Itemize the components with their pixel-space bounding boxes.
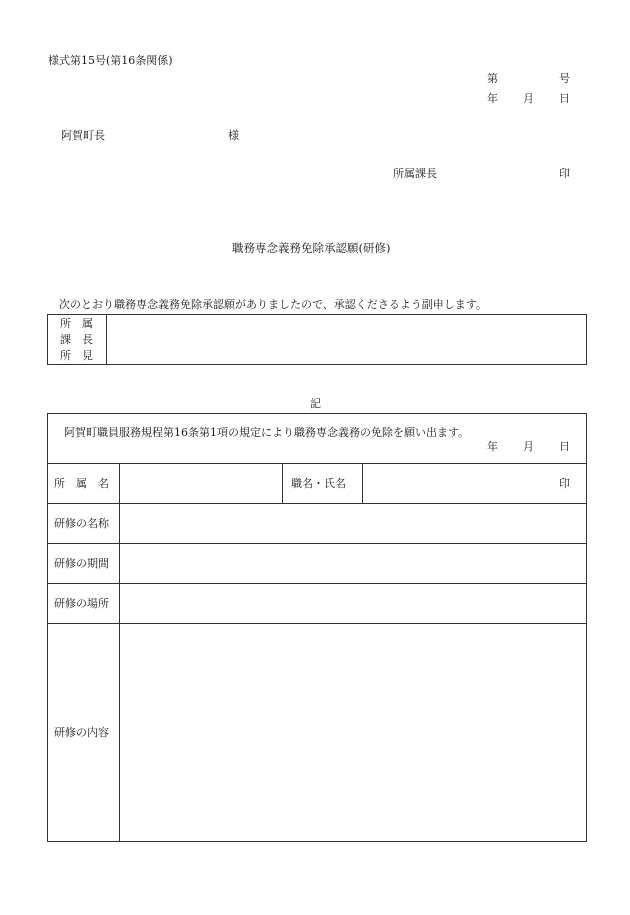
- dept-head-label: 所属課長: [393, 167, 437, 180]
- opinion-input-area[interactable]: [107, 315, 586, 364]
- training-period-label: 研修の期間: [54, 557, 109, 570]
- training-period-input[interactable]: [120, 544, 586, 582]
- form-date-month: 月: [523, 440, 534, 453]
- affiliation-label: 所 属 名: [54, 477, 109, 490]
- form-date-year: 年: [487, 440, 498, 453]
- opinion-label-line2: 課 長: [60, 333, 93, 346]
- dept-head-seal: 印: [559, 167, 570, 180]
- training-content-label: 研修の内容: [54, 726, 109, 739]
- number-prefix: 第: [487, 72, 498, 85]
- training-content-input[interactable]: [120, 624, 586, 841]
- opinion-label-line3: 所 見: [60, 349, 93, 362]
- document-title: 職務専念義務免除承認願(研修): [232, 241, 391, 255]
- header-date-day: 日: [559, 92, 570, 105]
- affiliation-input[interactable]: [120, 464, 281, 502]
- position-label-left-divider: [282, 463, 283, 503]
- header-date-year: 年: [487, 92, 498, 105]
- position-name-label: 職名・氏名: [291, 477, 346, 490]
- form-number: 様式第15号(第16条関係): [48, 54, 173, 67]
- opinion-label-line1: 所 属: [60, 317, 93, 330]
- training-name-input[interactable]: [120, 504, 586, 542]
- training-place-label: 研修の場所: [54, 597, 109, 610]
- form-statement: 阿賀町職員服務規程第16条第1項の規定により職務専念義務の免除を願い出ます。: [64, 426, 470, 439]
- header-date-month: 月: [523, 92, 534, 105]
- ki-mark: 記: [310, 397, 321, 410]
- number-suffix: 号: [559, 72, 570, 85]
- recipient-honorific: 様: [228, 129, 239, 142]
- training-name-label: 研修の名称: [54, 517, 109, 530]
- position-name-input[interactable]: [363, 464, 553, 502]
- recipient: 阿賀町長: [61, 129, 105, 142]
- form-date-day: 日: [559, 440, 570, 453]
- intro-text: 次のとおり職務専念義務免除承認願がありましたので、承認くださるよう副申します。: [59, 298, 487, 311]
- applicant-seal: 印: [559, 477, 570, 490]
- training-place-input[interactable]: [120, 584, 586, 622]
